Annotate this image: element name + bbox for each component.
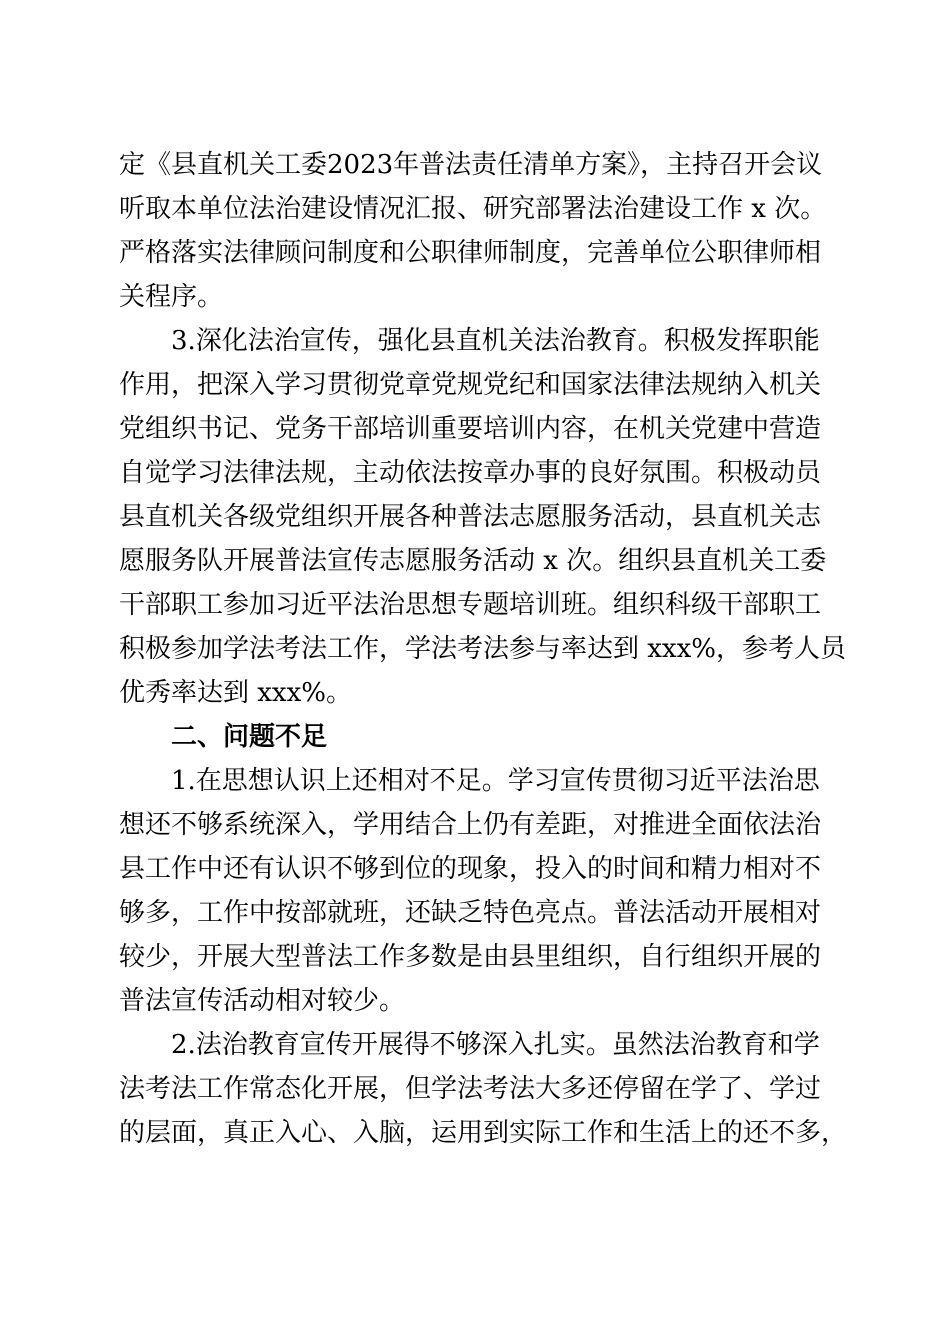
text-line: 县直机关各级党组织开展各种普法志愿服务活动，县直机关志 [119, 502, 822, 532]
text-line: 愿服务队开展普法宣传志愿服务活动 x 次。组织县直机关工委 [119, 546, 827, 576]
text-line: 够多，工作中按部就班，还缺乏特色亮点。普法活动开展相对 [119, 898, 822, 928]
text-line: 作用，把深入学习贯彻党章党规党纪和国家法律法规纳入机关 [119, 370, 822, 400]
paragraph-legal-advisor [119, 143, 831, 319]
text-line: 听取本单位法治建设情况汇报、研究部署法治建设工作 x 次。 [119, 194, 827, 224]
text-line: 严格落实法律顾问制度和公职律师制度，完善单位公职律师相 [119, 238, 822, 268]
document-body [119, 143, 848, 1155]
section-heading-problems [119, 715, 831, 759]
text-line: 干部职工参加习近平法治思想专题培训班。组织科级干部职工 [119, 590, 822, 620]
paragraph-legal-publicity [119, 319, 846, 715]
text-line: 的层面，真正入心、入脑，运用到实际工作和生活上的还不多， [119, 1118, 848, 1148]
text-line: 普法宣传活动相对较少。 [119, 986, 406, 1016]
text-line: 想还不够系统深入，学用结合上仍有差距，对推进全面依法治 [119, 810, 822, 840]
heading-text: 二、问题不足 [119, 722, 328, 752]
text-line: 较少，开展大型普法工作多数是由县里组织，自行组织开展的 [119, 942, 822, 972]
text-line: 县工作中还有认识不够到位的现象，投入的时间和精力相对不 [119, 854, 822, 884]
text-line: 法考法工作常态化开展，但学法考法大多还停留在学了、学过 [119, 1074, 822, 1104]
text-line: 定《县直机关工委2023年普法责任清单方案》，主持召开会议 [119, 150, 823, 180]
text-line: 优秀率达到 xxx%。 [119, 678, 352, 708]
text-line: 党组织书记、党务干部培训重要培训内容，在机关党建中营造 [119, 414, 822, 444]
paragraph-ideological-awareness [119, 759, 831, 1023]
text-line: 积极参加学法考法工作，学法考法参与率达到 xxx%，参考人员 [119, 634, 846, 664]
text-line: 1.在思想认识上还相对不足。学习宣传贯彻习近平法治思 [119, 766, 820, 796]
text-line: 关程序。 [119, 282, 224, 312]
text-line: 自觉学习法律法规，主动依法按章办事的良好氛围。积极动员 [119, 458, 822, 488]
text-line: 2.法治教育宣传开展得不够深入扎实。虽然法治教育和学 [119, 1030, 820, 1060]
paragraph-legal-education [119, 1023, 848, 1155]
text-line: 3.深化法治宣传，强化县直机关法治教育。积极发挥职能 [119, 326, 820, 356]
